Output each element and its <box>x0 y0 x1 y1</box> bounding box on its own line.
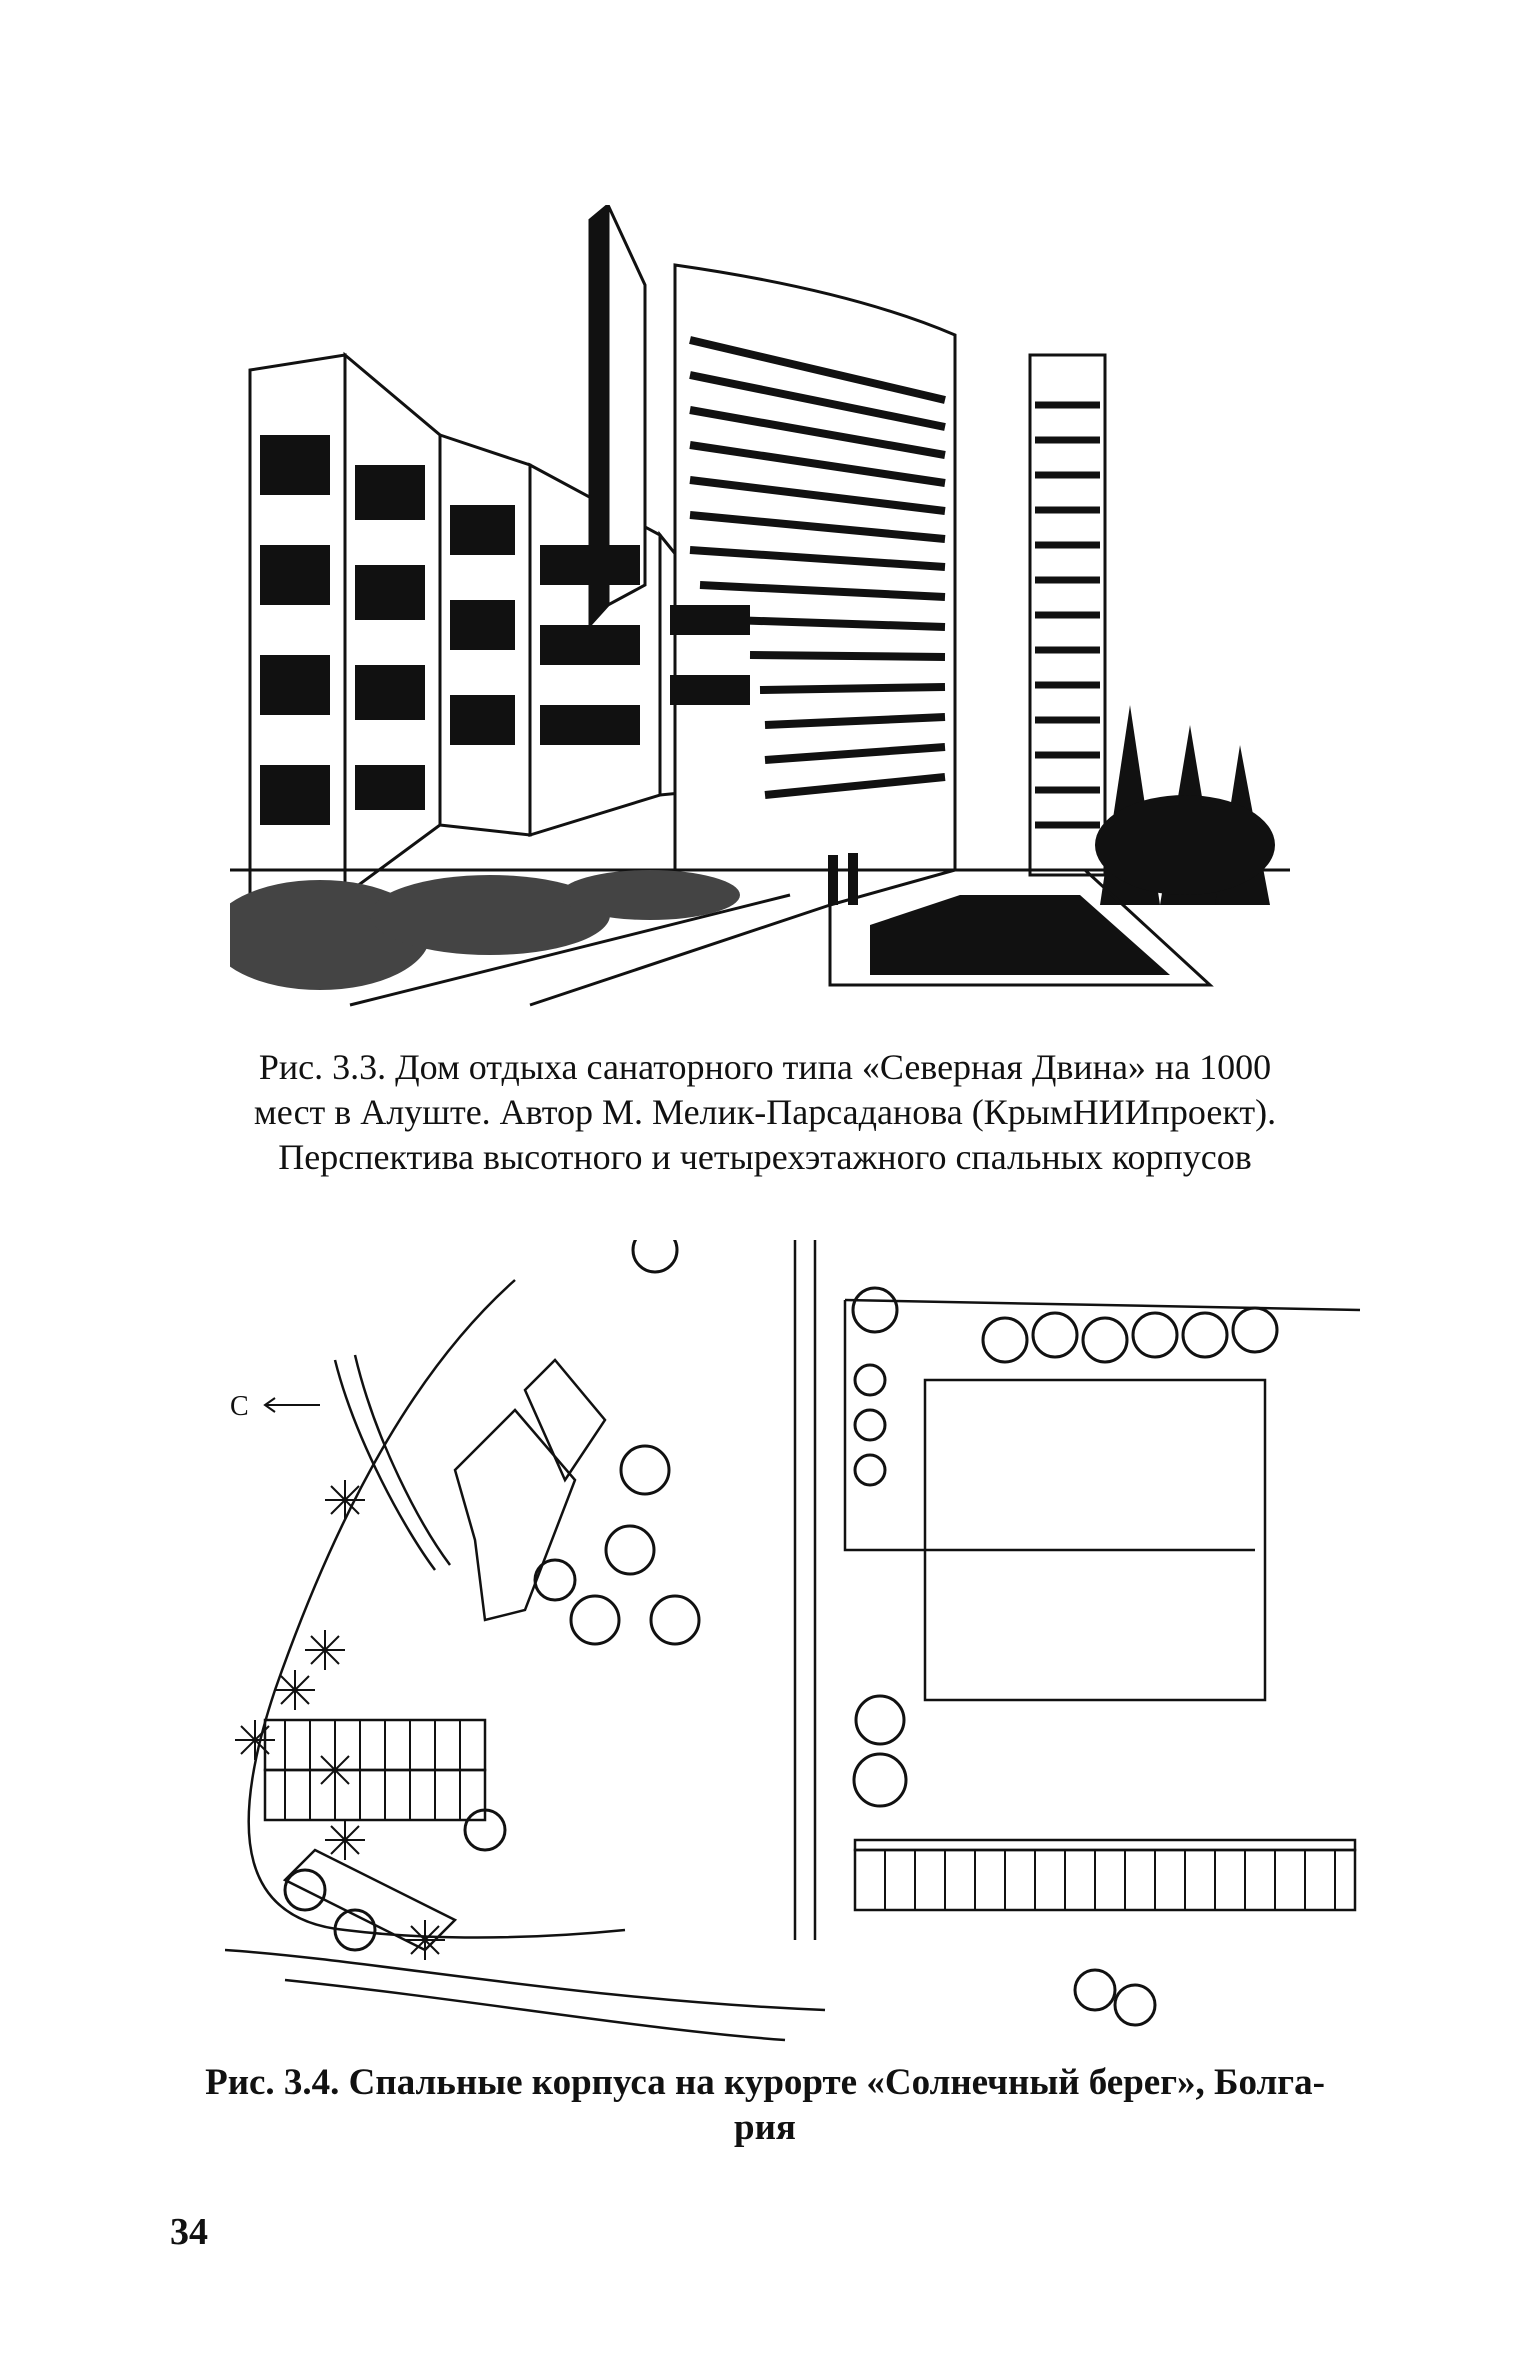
caption-line: Перспектива высотного и четырехэтажного спальных корпусов <box>278 1137 1252 1177</box>
figure-perspective-drawing <box>230 205 1290 1015</box>
caption-line: рия <box>734 2107 796 2148</box>
caption-line: Рис. 3.4. Спальные корпуса на курорте «Солнечный берег», Болга- <box>205 2062 1325 2103</box>
figure-site-plan <box>225 1240 1365 2045</box>
figure-caption-2 <box>180 2060 1350 2150</box>
caption-line: мест в Алуште. Автор М. Мелик-Парсаданова (КрымНИИпроект). <box>253 1092 1277 1132</box>
caption-line: Рис. 3.3. Дом отдыха санаторного типа «Северная Двина» на 1000 <box>258 1047 1272 1087</box>
figure-caption-1 <box>180 1045 1350 1180</box>
page-number: 34 <box>170 2211 208 2253</box>
north-arrow-label: С <box>230 1391 249 1422</box>
